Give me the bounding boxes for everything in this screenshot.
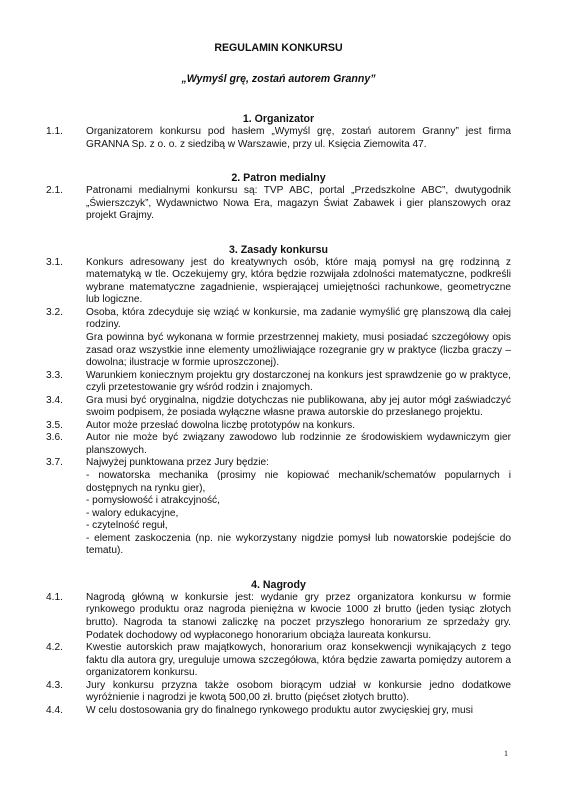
clause-number: 4.1. — [46, 591, 63, 603]
clause — [46, 705, 511, 718]
clause-body — [86, 307, 511, 370]
clause-number: 3.4. — [46, 394, 63, 406]
clause-paragraph: - nowatorska mechanika (prosimy nie kopiować mechanik/schematów popularnych i dostępnych na rynku gier), — [86, 470, 511, 494]
document-title: REGULAMIN KONKURSU — [214, 42, 343, 54]
clause-paragraph: Osoba, która zdecyduje się wziąć w konkursie, ma zadanie wymyślić grę planszową dla całej rodziny. — [86, 306, 511, 331]
clause — [46, 680, 511, 705]
section-heading: 1. Organizator — [242, 113, 315, 125]
clause — [46, 420, 511, 433]
clause-number: 4.2. — [46, 642, 63, 654]
clause-body — [86, 432, 511, 457]
clause-number: 3.5. — [46, 419, 63, 431]
clause — [46, 432, 511, 457]
clause-number: 2.1. — [46, 185, 63, 197]
clause-number: 4.3. — [46, 679, 63, 691]
clause-paragraph: Kwestie autorskich praw majątkowych, honorarium oraz konsekwencji wynikających z tego faktu dla autora gry, ureguluje umowa szczegółowa, która będzie zawarta pomiędzy autorem a organizatorem konkursu. — [86, 642, 511, 679]
clause-number: 1.1. — [46, 126, 63, 137]
clause-paragraph: - walory edukacyjne, — [86, 507, 179, 519]
clause-body — [86, 126, 511, 151]
clause-number: 3.7. — [46, 457, 63, 469]
clause — [46, 592, 511, 642]
clause-body — [86, 592, 511, 642]
clause-body — [86, 642, 511, 680]
clause-paragraph: W celu dostosowania gry do finalnego rynkowego produktu autor zwycięskiej gry, musi — [86, 704, 473, 716]
clause-number: 3.1. — [46, 256, 63, 268]
clause-number: 4.4. — [46, 704, 63, 716]
clause-paragraph: Autor nie może być związany zawodowo lub rodzinnie ze środowiskiem wydawniczym gier planszowych. — [86, 432, 511, 456]
document-subtitle: „Wymyśl grę, zostań autorem Granny” — [181, 73, 376, 85]
section — [46, 244, 511, 558]
sections-container — [46, 113, 511, 717]
clause — [46, 370, 511, 395]
clause-paragraph: Patronami medialnymi konkursu są: TVP ABC, portal „Przedszkolne ABC”, dwutygodnik „Świerszczyk”, Wydawnictwo Nowa Era, magazyn Świat Zabawek i gier planszowych oraz projekt Grajmy. — [86, 185, 511, 222]
clause-number: 3.3. — [46, 369, 63, 381]
clause-number: 3.6. — [46, 432, 63, 444]
clause — [46, 395, 511, 420]
clause-paragraph: Gra powinna być wykonana w formie przestrzennej makiety, musi posiadać szczegółowy opis zasad oraz wszystkie inne elementy umożliwiające rozegranie gry w praktyce (liczba graczy – dowolna; ilustracje w formie uproszczonej). — [86, 332, 511, 369]
clause-paragraph: Nagrodą główną w konkursie jest: wydanie gry przez organizatora konkursu w formie rynkowego produktu oraz nagroda pieniężna w kwocie 1000 zł brutto (jeden tysiąc złotych brutto). Nagroda ta stanowi zaliczkę na poczet przyszłego honorarium ze sprzedaży gry. Podatek dochodowy od wypłaconego honorarium obciąża laureata konkursu. — [86, 591, 511, 641]
clause-body — [86, 705, 511, 718]
clause-paragraph: - element zaskoczenia (np. nie wykorzystany nigdzie pomysł lub nowatorskie podejście do tematu). — [86, 532, 511, 557]
clause-paragraph: Najwyżej punktowana przez Jury będzie: — [86, 457, 269, 469]
clause-body — [86, 370, 511, 395]
clause-paragraph: Konkurs adresowany jest do kreatywnych osób, które mają pomysł na grę rodzinną z matematyką w tle. Oczekujemy gry, która będzie rozwijała zdolności matematyczne, podkreśli wybrane matematyczne zagadnienie, wspierającej umiejętności rachunkowe, geometryczne lub logiczne. — [86, 256, 511, 306]
page-number: 1 — [504, 749, 508, 758]
clause — [46, 642, 511, 680]
clause-paragraph: Warunkiem koniecznym projektu gry dostarczonej na konkurs jest sprawdzenie go w praktyce, czyli przetestowanie gry wśród rodzin i znajomych. — [86, 369, 511, 394]
section-heading: 4. Nagrody — [251, 578, 306, 591]
section-heading: 3. Zasady konkursu — [229, 243, 328, 256]
clause-paragraph: Jury konkursu przyzna także osobom biorącym udział w konkursie jedno dodatkowe wyróżnienie i nagrodzi je kwotą 500,00 zł. brutto (pięćset złotych brutto). — [86, 679, 511, 704]
clause — [46, 257, 511, 307]
clause-body — [86, 420, 511, 433]
clause-paragraph: - pomysłowość i atrakcyjność, — [86, 495, 220, 507]
clause-body — [86, 395, 511, 420]
clause-paragraph: Organizatorem konkursu pod hasłem „Wymyśl grę, zostań autorem Granny” jest firma GRANNA Sp. z o. o. z siedzibą w Warszawie, przy ul. Księcia Ziemowita 47. — [86, 126, 511, 150]
clause — [46, 185, 511, 223]
clause-body — [86, 457, 511, 557]
clause — [46, 457, 511, 557]
clause-body — [86, 257, 511, 307]
clause-paragraph: Gra musi być oryginalna, nigdzie dotychczas nie publikowana, aby jej autor mógł zaświadczyć swoim podpisem, że posiada wyłączne własne prawa autorskie do przesłanego projektu. — [86, 394, 511, 419]
section — [46, 172, 511, 223]
clause-number: 3.2. — [46, 306, 63, 318]
clause — [46, 307, 511, 370]
clause-paragraph: - czytelność reguł, — [86, 520, 168, 532]
section — [46, 579, 511, 717]
clause-body — [86, 185, 511, 223]
section-heading: 2. Patron medialny — [231, 172, 326, 185]
clause — [46, 126, 511, 151]
clause-body — [86, 680, 511, 705]
clause-paragraph: Autor może przesłać dowolna liczbę prototypów na konkurs. — [86, 419, 356, 431]
section — [46, 113, 511, 151]
